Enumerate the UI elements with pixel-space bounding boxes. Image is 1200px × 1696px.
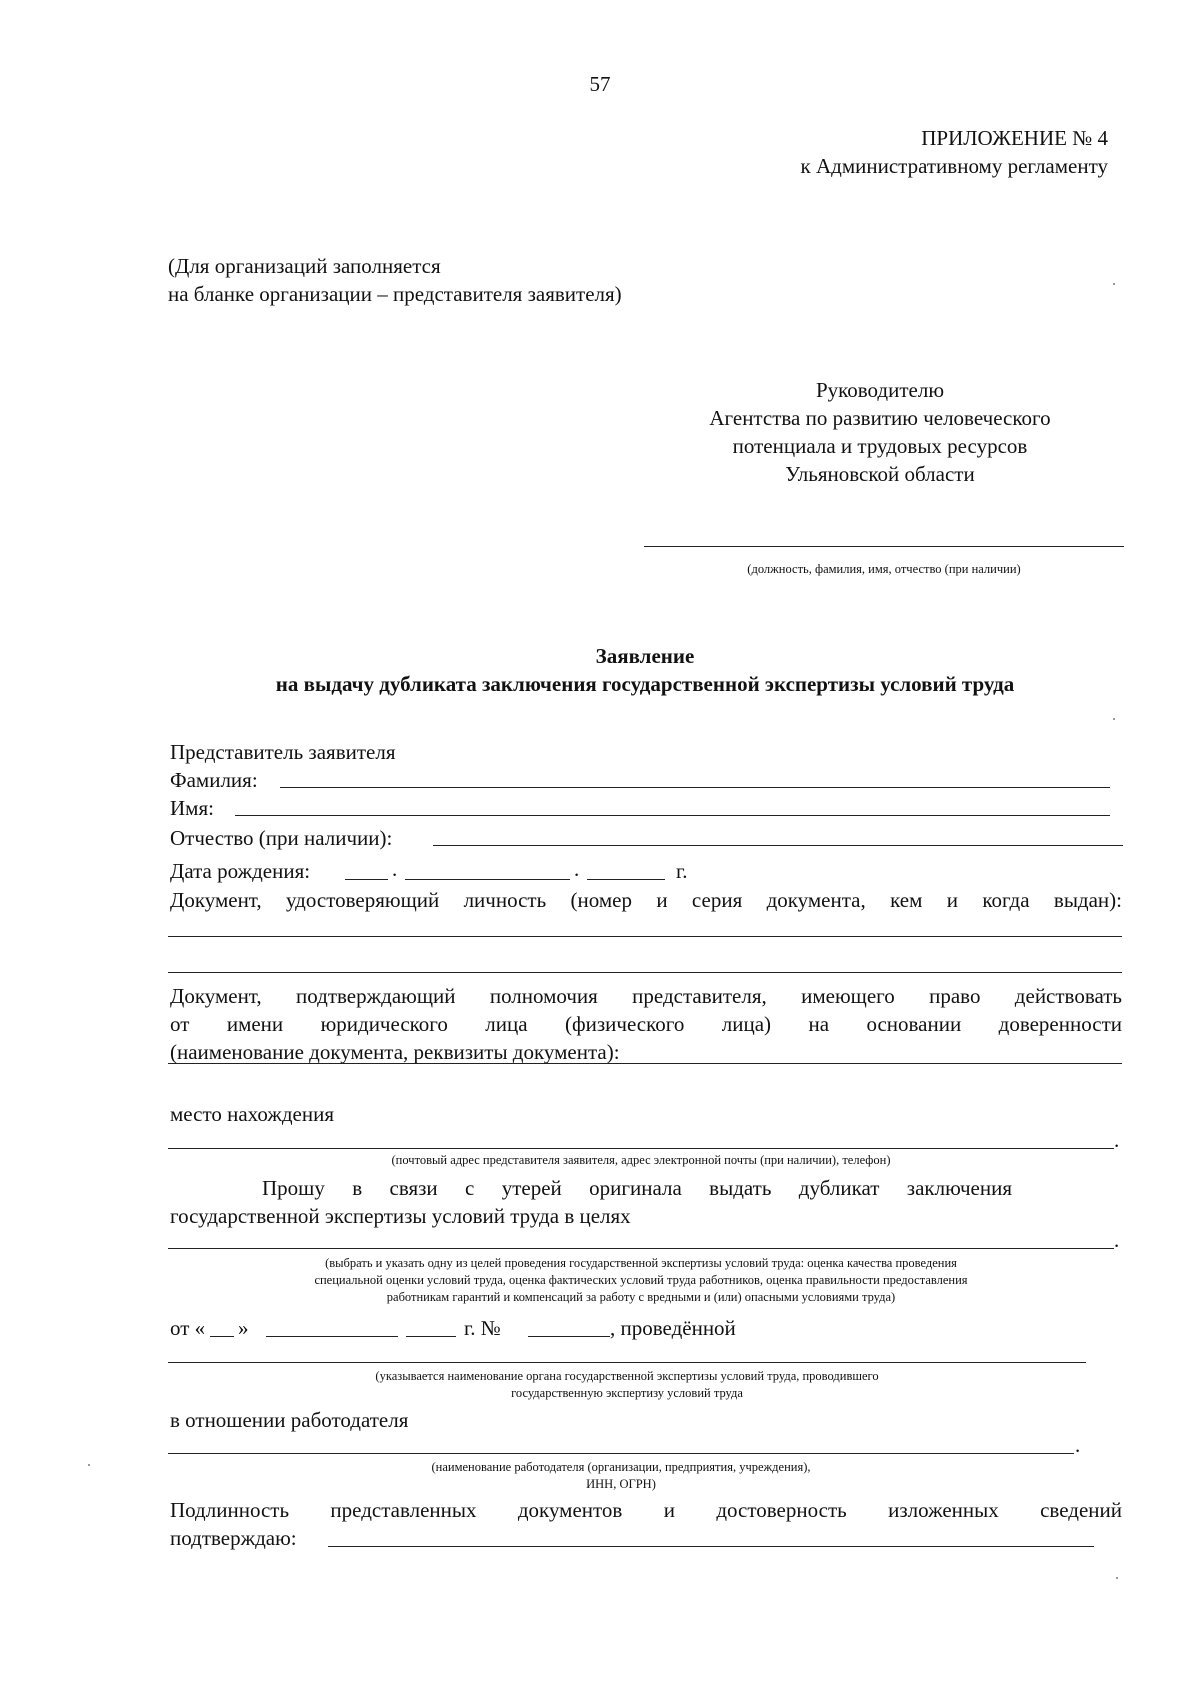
document-subheading: на выдачу дубликата заключения государственной экспертизы условий труда bbox=[275, 672, 1015, 696]
birth-separator: . bbox=[392, 857, 398, 881]
blank-note-line2: на бланке организации – представителя заявителя) bbox=[168, 282, 622, 306]
request-line: Прошу в связи с утерей оригинала выдать дубликат заключения bbox=[262, 1176, 1012, 1200]
expertise-authority-hint: государственную экспертизу условий труда bbox=[511, 1386, 743, 1400]
location-label: место нахождения bbox=[170, 1102, 334, 1126]
conducted-year-no: г. № bbox=[464, 1316, 501, 1340]
authority-doc-line: Документ, подтверждающий полномочия представителя, имеющего право действовать bbox=[170, 984, 1122, 1008]
birth-year-suffix: г. bbox=[676, 859, 688, 883]
appendix-subtitle: к Административному регламенту bbox=[800, 154, 1108, 178]
conducted-number-field[interactable] bbox=[528, 1336, 610, 1337]
conducted-year-field[interactable] bbox=[406, 1336, 456, 1337]
id-document-label: Документ, удостоверяющий личность (номер и серия документа, кем и когда выдан): bbox=[170, 888, 1122, 912]
addressee-line: Ульяновской области bbox=[785, 462, 975, 486]
location-field[interactable] bbox=[168, 1148, 1114, 1149]
conducted-word: , проведённой bbox=[610, 1316, 736, 1340]
signature-field[interactable] bbox=[328, 1546, 1094, 1547]
addressee-hint: (должность, фамилия, имя, отчество (при наличии) bbox=[747, 562, 1021, 576]
birth-date-label: Дата рождения: bbox=[170, 859, 311, 883]
employer-hint: ИНН, ОГРН) bbox=[586, 1477, 656, 1491]
addressee-line: потенциала и трудовых ресурсов bbox=[732, 434, 1028, 458]
employer-field[interactable] bbox=[168, 1453, 1074, 1454]
purpose-end-mark: . bbox=[1114, 1228, 1120, 1252]
addressee-line: Агентства по развитию человеческого bbox=[709, 406, 1051, 430]
purpose-hint: (выбрать и указать одну из целей проведения государственной экспертизы условий труда: оценка качества проведения bbox=[325, 1256, 957, 1270]
birth-day-field[interactable] bbox=[345, 879, 388, 880]
birth-month-field[interactable] bbox=[405, 879, 570, 880]
surname-label: Фамилия: bbox=[170, 768, 258, 792]
conducted-day-field[interactable] bbox=[210, 1336, 234, 1337]
location-hint: (почтовый адрес представителя заявителя, адрес электронной почты (при наличии), телефон) bbox=[391, 1153, 891, 1167]
authority-doc-line: от имени юридического лица (физического лица) на основании доверенности bbox=[170, 1012, 1122, 1036]
surname-field[interactable] bbox=[280, 787, 1110, 788]
patronymic-label: Отчество (при наличии): bbox=[170, 826, 393, 850]
employer-end-mark: . bbox=[1075, 1433, 1081, 1457]
purpose-hint: работникам гарантий и компенсаций за работу с вредными и (или) опасными условиями труда) bbox=[386, 1290, 896, 1304]
birth-year-field[interactable] bbox=[587, 879, 665, 880]
addressee-line: Руководителю bbox=[815, 378, 945, 402]
authority-doc-line: (наименование документа, реквизиты документа): bbox=[170, 1040, 620, 1064]
name-label: Имя: bbox=[170, 796, 214, 820]
authority-doc-field[interactable] bbox=[168, 1063, 1122, 1064]
addressee-fill-line[interactable] bbox=[644, 546, 1124, 547]
expertise-authority-hint: (указывается наименование органа государственной экспертизы условий труда, проводившего bbox=[375, 1369, 879, 1383]
conducted-from-close: » bbox=[238, 1316, 249, 1340]
expertise-authority-field[interactable] bbox=[168, 1362, 1086, 1363]
birth-separator: . bbox=[574, 857, 580, 881]
representative-title: Представитель заявителя bbox=[170, 740, 396, 764]
location-end-mark: . bbox=[1114, 1128, 1120, 1152]
page-number: 57 bbox=[589, 72, 611, 96]
document-heading: Заявление bbox=[595, 644, 695, 668]
scan-speck bbox=[1116, 1577, 1118, 1579]
confirmation-label: подтверждаю: bbox=[170, 1526, 297, 1550]
appendix-title: ПРИЛОЖЕНИЕ № 4 bbox=[921, 126, 1108, 150]
employer-label: в отношении работодателя bbox=[170, 1408, 409, 1432]
purpose-hint: специальной оценки условий труда, оценка фактических условий труда работников, оценка правильности предоставления bbox=[314, 1273, 968, 1287]
scan-speck bbox=[1113, 283, 1115, 285]
name-field[interactable] bbox=[235, 815, 1110, 816]
employer-hint: (наименование работодателя (организации, предприятия, учреждения), bbox=[431, 1460, 811, 1474]
id-document-field[interactable] bbox=[168, 972, 1122, 973]
conducted-from-prefix: от « bbox=[170, 1316, 206, 1340]
blank-note-line1: (Для организаций заполняется bbox=[168, 254, 441, 278]
scan-speck bbox=[88, 1464, 90, 1466]
confirmation-line: Подлинность представленных документов и достоверность изложенных сведений bbox=[170, 1498, 1122, 1522]
patronymic-field[interactable] bbox=[433, 845, 1123, 846]
request-line: государственной экспертизы условий труда в целях bbox=[170, 1204, 631, 1228]
conducted-month-field[interactable] bbox=[266, 1336, 398, 1337]
scan-speck bbox=[1113, 718, 1115, 720]
id-document-field[interactable] bbox=[168, 936, 1122, 937]
purpose-field[interactable] bbox=[168, 1248, 1114, 1249]
